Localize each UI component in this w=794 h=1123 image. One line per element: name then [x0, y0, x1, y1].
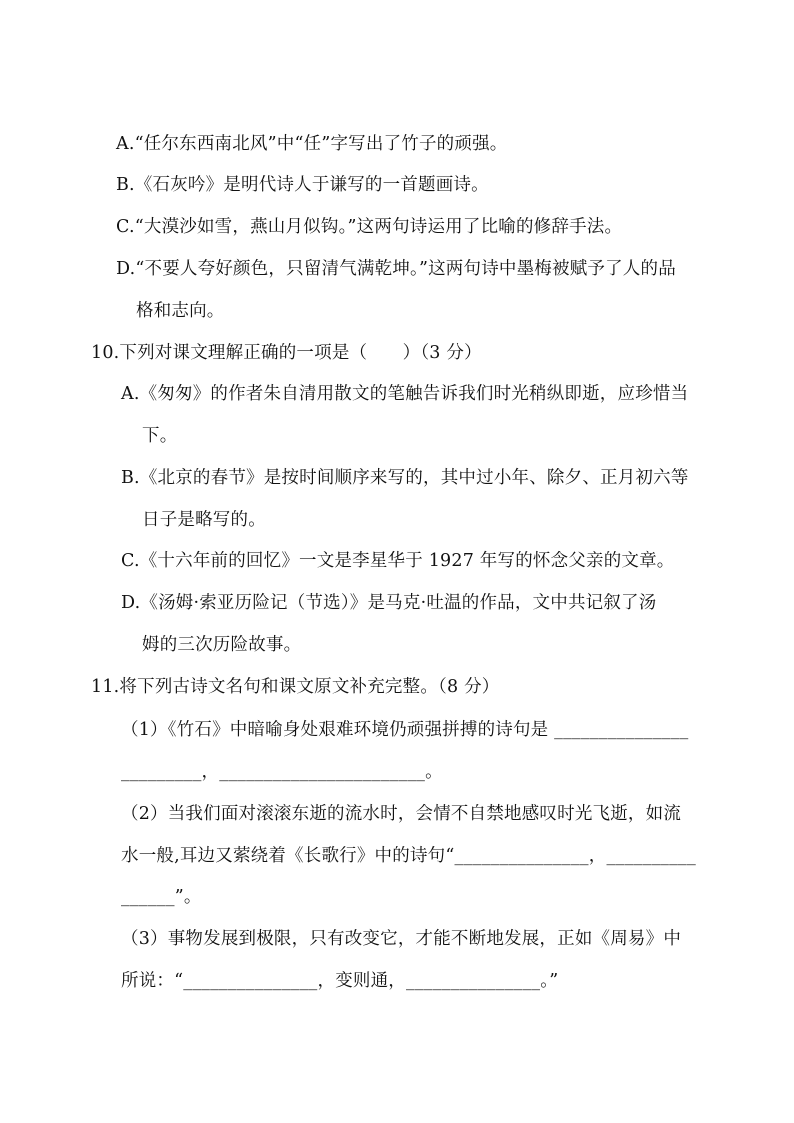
q10-option-c: C.《十六年前的回忆》一文是李星华于 1927 年写的怀念父亲的文章。: [121, 551, 675, 571]
q10-stem: 10.下列对课文理解正确的一项是（ ）（3 分）: [91, 343, 482, 363]
q11-sub3-line1: （3）事物发展到极限，只有改变它，才能不断地发展，正如《周易》中: [121, 929, 682, 949]
q9-option-d-line2: 格和志向。: [136, 301, 225, 321]
q10-option-d-line2: 姆的三次历险故事。: [142, 635, 302, 655]
q10-option-a-line2: 下。: [142, 426, 178, 446]
q9-option-d-line1: D.“不要人夸好颜色，只留清气满乾坤。”这两句诗中墨梅被赋予了人的品: [116, 259, 676, 279]
q11-sub2-line3: ______”。: [121, 887, 202, 907]
q10-option-b-line1: B.《北京的春节》是按时间顺序来写的，其中过小年、除夕、正月初六等: [121, 468, 689, 488]
q11-stem: 11.将下列古诗文名句和课文原文补充完整。（8 分）: [91, 677, 500, 697]
q11-sub1-line2: _________，_______________________。: [121, 762, 443, 782]
q9-option-a: A.“任尔东西南北风”中“任”字写出了竹子的顽强。: [116, 134, 508, 154]
q10-option-d-line1: D.《汤姆·索亚历险记（节选）》是马克·吐温的作品，文中共记叙了汤: [121, 593, 657, 613]
q11-sub1-line1: （1）《竹石》中暗喻身处艰难环境仍顽强拼搏的诗句是 _______________: [121, 720, 689, 740]
q11-sub2-line2: 水一般,耳边又萦绕着《长歌行》中的诗句“_______________，__________: [121, 846, 696, 866]
q9-option-c: C.“大漠沙如雪，燕山月似钩。”这两句诗运用了比喻的修辞手法。: [116, 217, 623, 237]
q11-sub3-line2: 所说：“_______________，变则通，_______________。”: [121, 971, 559, 991]
q11-sub2-line1: （2）当我们面对滚滚东逝的流水时，会情不自禁地感叹时光飞逝，如流: [121, 804, 682, 824]
q10-option-b-line2: 日子是略写的。: [142, 510, 266, 530]
q10-option-a-line1: A.《匆匆》的作者朱自清用散文的笔触告诉我们时光稍纵即逝，应珍惜当: [121, 384, 689, 404]
q9-option-b: B.《石灰吟》是明代诗人于谦写的一首题画诗。: [116, 175, 489, 195]
